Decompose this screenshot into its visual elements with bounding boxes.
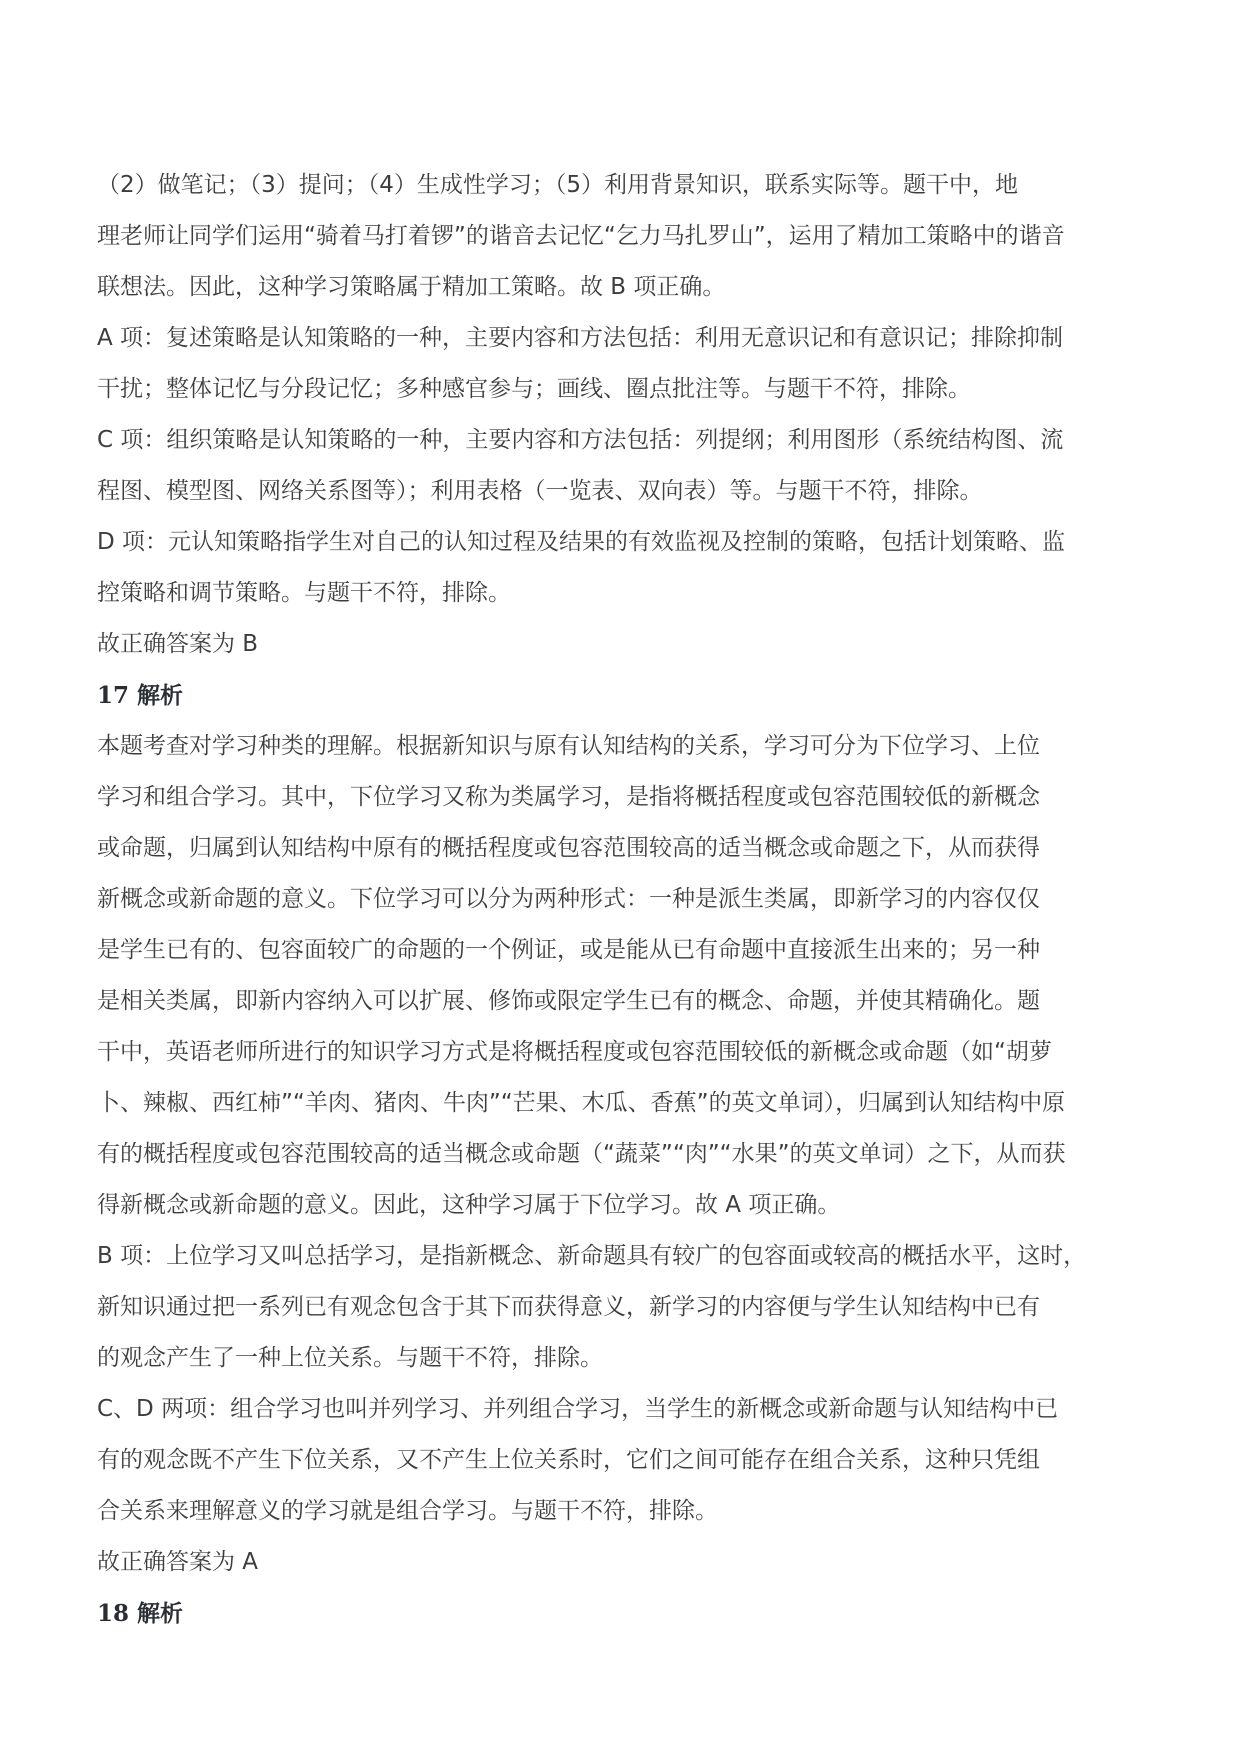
paragraph	[97, 1537, 1177, 1588]
heading-text: 17 解析	[97, 682, 184, 709]
paragraph-line: 联想法。因此，这种学习策略属于精加工策略。故 B 项正确。	[97, 274, 726, 300]
paragraph-line: 新概念或新命题的意义。下位学习可以分为两种形式：一种是派生类属，即新学习的内容仅仅	[97, 886, 1040, 912]
paragraph-line: 的观念产生了一种上位关系。与题干不符，排除。	[97, 1345, 603, 1371]
section-heading	[97, 670, 1177, 721]
paragraph-line: 是相关类属，即新内容纳入可以扩展、修饰或限定学生已有的概念、命题，并使其精确化。题	[97, 988, 1040, 1014]
paragraph-line: 有的概括程度或包容范围较高的适当概念或命题（“蔬菜”“肉”“水果”的英文单词）之下，从而获	[97, 1141, 1066, 1167]
paragraph-line: 干扰；整体记忆与分段记忆；多种感官参与；画线、圈点批注等。与题干不符，排除。	[97, 376, 971, 402]
paragraph	[97, 1384, 1177, 1537]
paragraph	[97, 160, 1177, 313]
paragraph-line: 或命题，归属到认知结构中原有的概括程度或包容范围较高的适当概念或命题之下，从而获得	[97, 835, 1040, 861]
paragraph-line: 本题考查对学习种类的理解。根据新知识与原有认知结构的关系，学习可分为下位学习、上位	[97, 733, 1040, 759]
paragraph-line: C、D 两项：组合学习也叫并列学习、并列组合学习，当学生的新概念或新命题与认知结构中已	[97, 1396, 1059, 1422]
paragraph-line: 理老师让同学们运用“骑着马打着锣”的谐音去记忆“乞力马扎罗山”，运用了精加工策略中的谐音	[97, 223, 1065, 249]
paragraph-line: D 项：元认知策略指学生对自己的认知过程及结果的有效监视及控制的策略，包括计划策略、监	[97, 529, 1066, 555]
paragraph-line: 故正确答案为 B	[97, 631, 259, 657]
paragraph-line: 合关系来理解意义的学习就是组合学习。与题干不符，排除。	[97, 1498, 718, 1524]
paragraph-line: C 项：组织策略是认知策略的一种，主要内容和方法包括：列提纲；利用图形（系统结构图、流	[97, 427, 1064, 453]
paragraph-line: 是学生已有的、包容面较广的命题的一个例证，或是能从已有命题中直接派生出来的；另一种	[97, 937, 1040, 963]
paragraph-line: 卜、辣椒、西红柿”“羊肉、猪肉、牛肉”“芒果、木瓜、香蕉”的英文单词），归属到认知结构中原	[97, 1090, 1066, 1116]
paragraph	[97, 721, 1177, 1231]
paragraph-line: A 项：复述策略是认知策略的一种，主要内容和方法包括：利用无意识记和有意识记；排除抑制	[97, 325, 1064, 351]
paragraph-line: （2）做笔记；（3）提问；（4）生成性学习；（5）利用背景知识，联系实际等。题干中，地	[97, 172, 1019, 198]
paragraph-line: 控策略和调节策略。与题干不符，排除。	[97, 580, 511, 606]
document-body	[97, 160, 1177, 1639]
paragraph	[97, 415, 1177, 517]
paragraph-line: 得新概念或新命题的意义。因此，这种学习属于下位学习。故 A 项正确。	[97, 1192, 841, 1218]
paragraph-line: 有的观念既不产生下位关系，又不产生上位关系时，它们之间可能存在组合关系，这种只凭组	[97, 1447, 1040, 1473]
heading-text: 18 解析	[97, 1600, 184, 1627]
paragraph	[97, 1231, 1177, 1384]
paragraph	[97, 313, 1177, 415]
paragraph-line: 程图、模型图、网络关系图等）；利用表格（一览表、双向表）等。与题干不符，排除。	[97, 478, 983, 504]
paragraph-line: 学习和组合学习。其中，下位学习又称为类属学习，是指将概括程度或包容范围较低的新概念	[97, 784, 1040, 810]
paragraph-line: B 项：上位学习又叫总括学习，是指新概念、新命题具有较广的包容面或较高的概括水平，这时，	[97, 1243, 1087, 1269]
paragraph-line: 干中，英语老师所进行的知识学习方式是将概括程度或包容范围较低的新概念或命题（如“胡萝	[97, 1039, 1052, 1065]
paragraph-line: 新知识通过把一系列已有观念包含于其下而获得意义，新学习的内容便与学生认知结构中已有	[97, 1294, 1040, 1320]
paragraph-line: 故正确答案为 A	[97, 1549, 259, 1575]
paragraph	[97, 619, 1177, 670]
paragraph	[97, 517, 1177, 619]
section-heading	[97, 1588, 1177, 1639]
